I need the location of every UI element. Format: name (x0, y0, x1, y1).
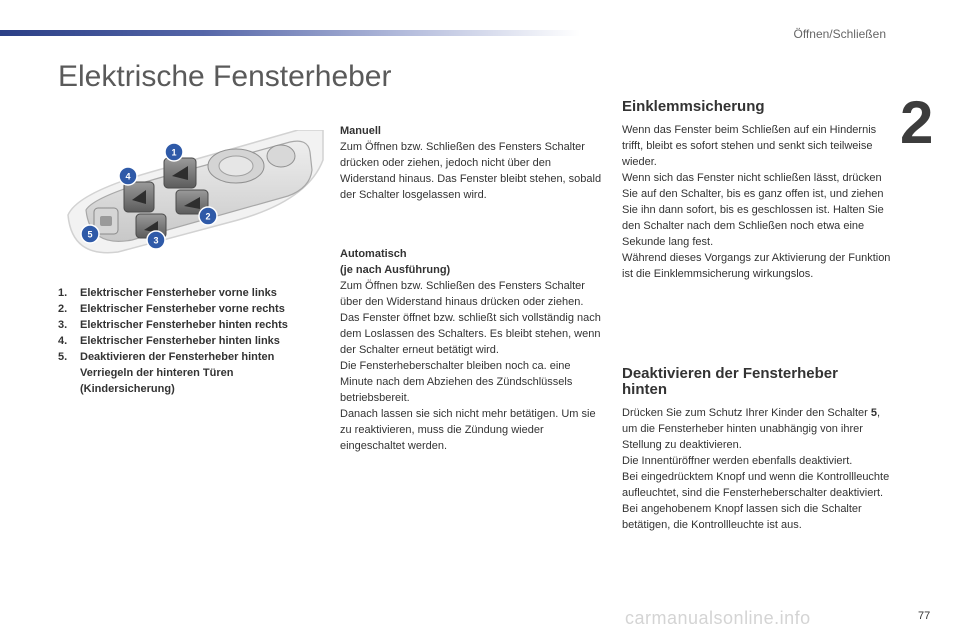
legend-item: 4. Elektrischer Fensterheber hinten links (58, 335, 280, 347)
manual-title: Manuell (340, 125, 381, 137)
anti-pinch-section (622, 99, 892, 282)
badge-1 (165, 143, 183, 161)
deactivate-p2: Die Innentüröffner werden ebenfalls deaktiviert. (622, 455, 853, 467)
svg-text:1: 1 (171, 147, 177, 158)
manual-section (340, 123, 602, 203)
front-left-switch (164, 158, 196, 188)
automatic-title: Automatisch (340, 248, 407, 260)
window-switch-panel-illustration (58, 130, 328, 270)
svg-text:3: 3 (153, 235, 159, 246)
anti-pinch-p1: Wenn das Fenster beim Schließen auf ein Hindernis trifft, bleibt es sofort stehen und senkt sich teilweise wieder. (622, 124, 877, 168)
legend-item: 2. Elektrischer Fensterheber vorne rechts (58, 303, 285, 315)
deactivate-heading: Deaktivieren der Fensterheber hinten (622, 365, 838, 398)
header-accent-bar (0, 30, 580, 36)
anti-pinch-p3: Während dieses Vorgangs zur Aktivierung der Funktion ist die Einklemmsicherung wirkungslos. (622, 252, 891, 280)
automatic-text-2: Die Fensterheberschalter bleiben noch ca. eine Minute nach dem Abziehen des Zündschlüssels betriebsbereit. (340, 360, 573, 404)
automatic-section (340, 246, 602, 454)
automatic-text: Zum Öffnen bzw. Schließen des Fensters Schalter über den Widerstand hinaus drücken oder ziehen. Das Fenster öffnet bzw. schließt sich vollständig nach dem Loslassen des Schalters. Es bleibt stehen, wenn der Schalter erneut betätigt wird. (340, 280, 601, 356)
automatic-subtitle: (je nach Ausführung) (340, 264, 451, 276)
badge-3 (147, 231, 165, 249)
anti-pinch-heading: Einklemmsicherung (622, 98, 765, 115)
badge-5 (81, 225, 99, 243)
legend-item: 3. Elektrischer Fensterheber hinten rechts (58, 319, 288, 331)
badge-4 (119, 167, 137, 185)
badge-2 (199, 207, 217, 225)
chapter-number: 2 (900, 89, 934, 156)
deactivate-section (622, 366, 890, 533)
rear-left-switch (124, 182, 154, 212)
automatic-text-3: Danach lassen sie sich nicht mehr betätigen. Um sie zu reaktivieren, muss die Zündung wieder eingeschaltet werden. (340, 408, 596, 452)
section-header: Öffnen/Schließen (793, 27, 886, 41)
legend-item: 1. Elektrischer Fensterheber vorne links (58, 287, 277, 299)
page-title: Elektrische Fensterheber (58, 60, 392, 93)
watermark: carmanualsonline.info (625, 608, 811, 628)
anti-pinch-p2: Wenn sich das Fenster nicht schließen lässt, drücken Sie auf den Schalter, bis es ganz offen ist, und ziehen Sie ihn dann sofort, bis es geschlossen ist. Halten Sie den Schalter nach dem Schließen noch etwa eine Sekunde lang fest. (622, 172, 884, 248)
svg-text:5: 5 (87, 229, 93, 240)
svg-text:4: 4 (125, 171, 131, 182)
page-number: 77 (918, 610, 931, 622)
manual-text: Zum Öffnen bzw. Schließen des Fensters Schalter drücken oder ziehen, jedoch nicht über den Widerstand hinaus. Das Fenster bleibt stehen, sobald der Schalter losgelassen wird. (340, 141, 602, 201)
deactivate-p1: Drücken Sie zum Schutz Ihrer Kinder den Schalter 5, um die Fensterheber hinten unabhängig von ihrer Stellung zu deaktivieren. (622, 407, 881, 451)
deactivate-p3: Bei eingedrücktem Knopf und wenn die Kontrollleuchte aufleuchtet, sind die Fensterheberschalter deaktiviert. Bei angehobenem Knopf lassen sich die Schalter betätigen, die Kontrollleuchte ist aus. (622, 471, 890, 531)
svg-text:2: 2 (205, 211, 211, 222)
legend-item: 5. Deaktivieren der Fensterheber hinten Verriegeln der hinteren Türen (Kindersicherung) (58, 351, 275, 395)
legend-list (58, 285, 328, 397)
